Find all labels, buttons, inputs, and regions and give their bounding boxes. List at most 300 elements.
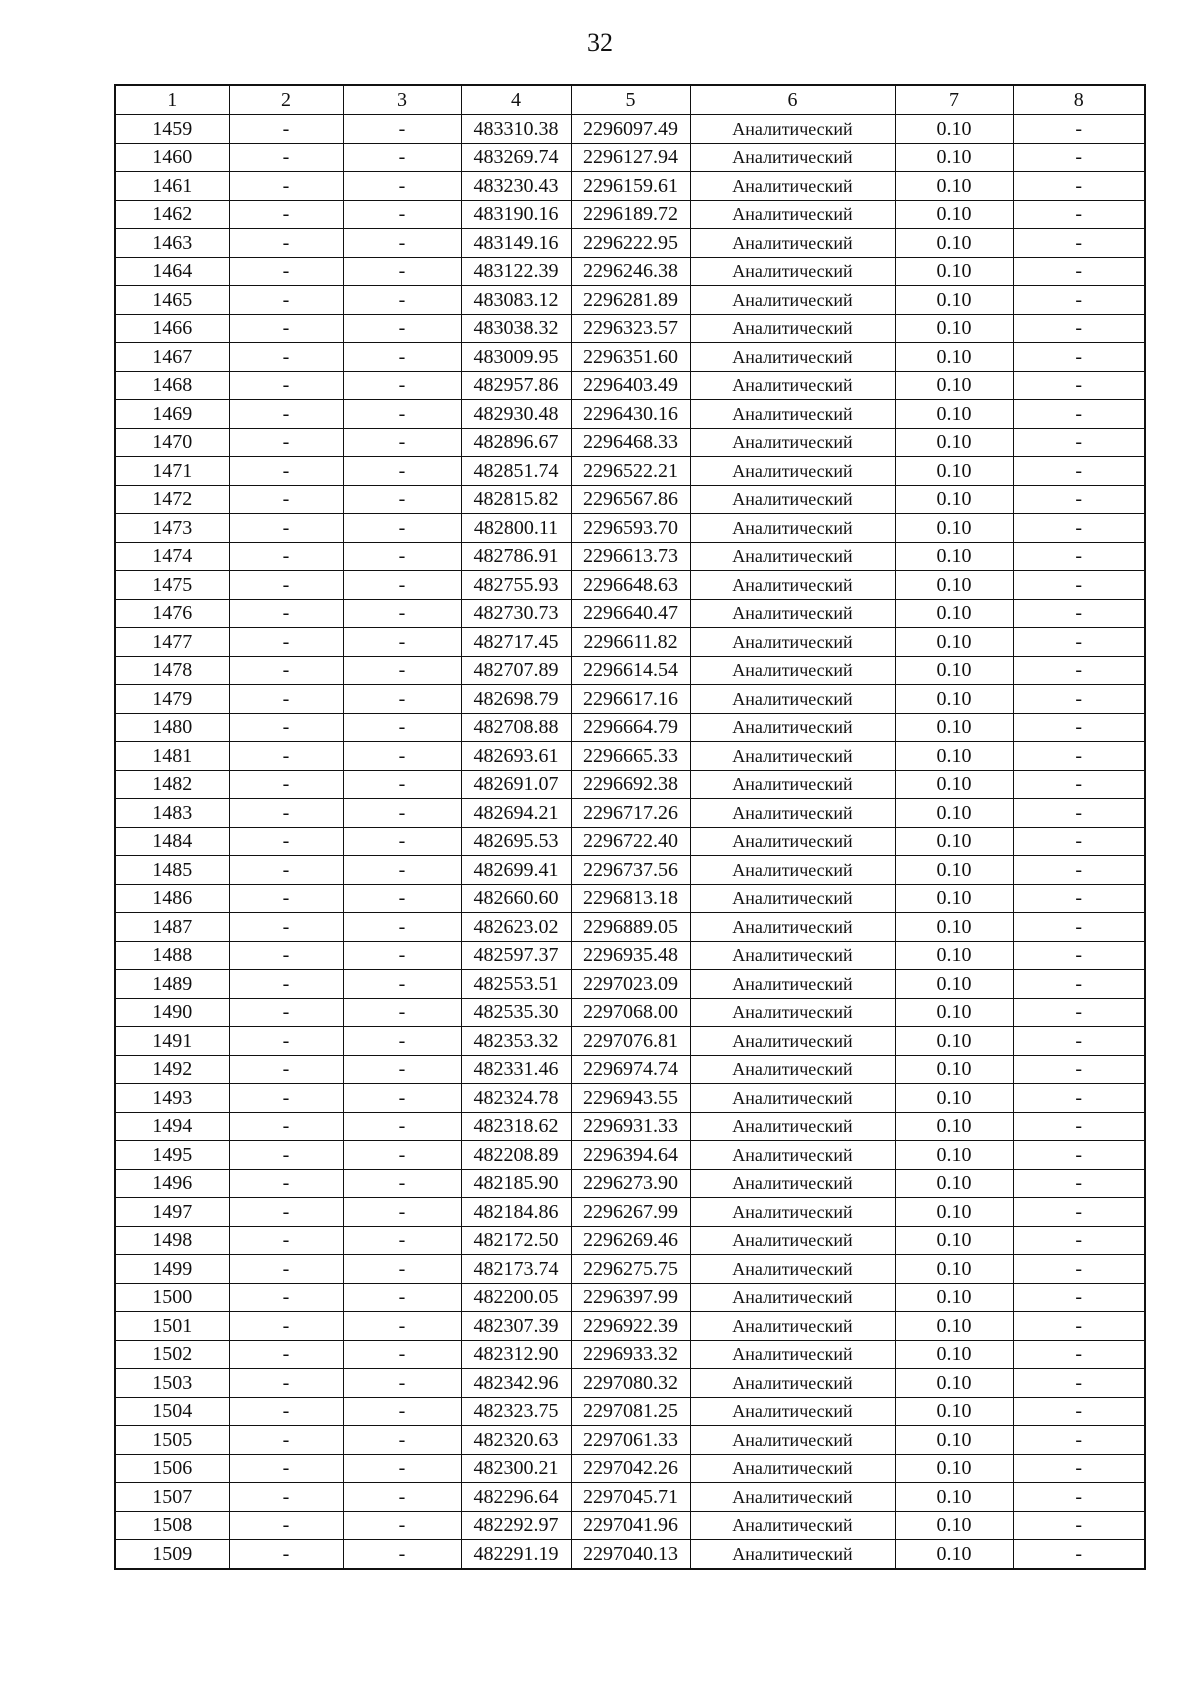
cell-col-2: - xyxy=(229,970,343,999)
coord-y-cell: 2296664.79 xyxy=(571,713,690,742)
cell-col-2: - xyxy=(229,514,343,543)
cell-col-8: - xyxy=(1013,1112,1145,1141)
method-cell: Аналитический xyxy=(690,1283,895,1312)
cell-col-8: - xyxy=(1013,343,1145,372)
coord-y-cell: 2296889.05 xyxy=(571,913,690,942)
cell-col-8: - xyxy=(1013,856,1145,885)
cell-col-2: - xyxy=(229,1454,343,1483)
cell-col-2: - xyxy=(229,1540,343,1569)
point-number-cell: 1499 xyxy=(115,1255,229,1284)
cell-col-2: - xyxy=(229,599,343,628)
coord-x-cell: 483122.39 xyxy=(461,257,571,286)
coord-x-cell: 483190.16 xyxy=(461,200,571,229)
cell-col-8: - xyxy=(1013,400,1145,429)
coord-y-cell: 2296281.89 xyxy=(571,286,690,315)
accuracy-cell: 0.10 xyxy=(895,485,1013,514)
coord-x-cell: 482698.79 xyxy=(461,685,571,714)
accuracy-cell: 0.10 xyxy=(895,742,1013,771)
cell-col-8: - xyxy=(1013,713,1145,742)
accuracy-cell: 0.10 xyxy=(895,286,1013,315)
coord-y-cell: 2296267.99 xyxy=(571,1198,690,1227)
accuracy-cell: 0.10 xyxy=(895,1055,1013,1084)
accuracy-cell: 0.10 xyxy=(895,1027,1013,1056)
coord-x-cell: 483310.38 xyxy=(461,115,571,144)
coord-y-cell: 2296611.82 xyxy=(571,628,690,657)
coord-x-cell: 482957.86 xyxy=(461,371,571,400)
coord-y-cell: 2296617.16 xyxy=(571,685,690,714)
method-cell: Аналитический xyxy=(690,656,895,685)
cell-col-2: - xyxy=(229,400,343,429)
accuracy-cell: 0.10 xyxy=(895,200,1013,229)
cell-col-3: - xyxy=(343,428,461,457)
cell-col-3: - xyxy=(343,571,461,600)
method-cell: Аналитический xyxy=(690,371,895,400)
accuracy-cell: 0.10 xyxy=(895,542,1013,571)
cell-col-3: - xyxy=(343,457,461,486)
coord-y-cell: 2296323.57 xyxy=(571,314,690,343)
coord-x-cell: 482597.37 xyxy=(461,941,571,970)
point-number-cell: 1460 xyxy=(115,143,229,172)
method-cell: Аналитический xyxy=(690,1540,895,1569)
cell-col-3: - xyxy=(343,1283,461,1312)
method-cell: Аналитический xyxy=(690,400,895,429)
table-row xyxy=(115,314,1145,343)
accuracy-cell: 0.10 xyxy=(895,172,1013,201)
cell-col-2: - xyxy=(229,1511,343,1540)
method-cell: Аналитический xyxy=(690,1112,895,1141)
coord-x-cell: 482184.86 xyxy=(461,1198,571,1227)
point-number-cell: 1470 xyxy=(115,428,229,457)
cell-col-8: - xyxy=(1013,514,1145,543)
coord-y-cell: 2297080.32 xyxy=(571,1369,690,1398)
cell-col-3: - xyxy=(343,1511,461,1540)
coord-x-cell: 482300.21 xyxy=(461,1454,571,1483)
point-number-cell: 1506 xyxy=(115,1454,229,1483)
cell-col-8: - xyxy=(1013,941,1145,970)
cell-col-8: - xyxy=(1013,770,1145,799)
table-row xyxy=(115,257,1145,286)
coord-y-cell: 2296275.75 xyxy=(571,1255,690,1284)
cell-col-8: - xyxy=(1013,799,1145,828)
method-cell: Аналитический xyxy=(690,542,895,571)
cell-col-8: - xyxy=(1013,1255,1145,1284)
coord-x-cell: 482318.62 xyxy=(461,1112,571,1141)
coord-y-cell: 2297076.81 xyxy=(571,1027,690,1056)
coord-y-cell: 2296614.54 xyxy=(571,656,690,685)
method-cell: Аналитический xyxy=(690,457,895,486)
accuracy-cell: 0.10 xyxy=(895,884,1013,913)
cell-col-2: - xyxy=(229,913,343,942)
cell-col-3: - xyxy=(343,599,461,628)
accuracy-cell: 0.10 xyxy=(895,628,1013,657)
cell-col-8: - xyxy=(1013,371,1145,400)
cell-col-2: - xyxy=(229,685,343,714)
cell-col-3: - xyxy=(343,1426,461,1455)
method-cell: Аналитический xyxy=(690,827,895,856)
coord-x-cell: 483038.32 xyxy=(461,314,571,343)
method-cell: Аналитический xyxy=(690,628,895,657)
table-row xyxy=(115,628,1145,657)
cell-col-2: - xyxy=(229,428,343,457)
cell-col-2: - xyxy=(229,628,343,657)
coord-x-cell: 482694.21 xyxy=(461,799,571,828)
cell-col-3: - xyxy=(343,172,461,201)
coord-x-cell: 482296.64 xyxy=(461,1483,571,1512)
point-number-cell: 1502 xyxy=(115,1340,229,1369)
coord-y-cell: 2296931.33 xyxy=(571,1112,690,1141)
accuracy-cell: 0.10 xyxy=(895,599,1013,628)
method-cell: Аналитический xyxy=(690,1312,895,1341)
cell-col-8: - xyxy=(1013,286,1145,315)
cell-col-2: - xyxy=(229,713,343,742)
coord-y-cell: 2296189.72 xyxy=(571,200,690,229)
accuracy-cell: 0.10 xyxy=(895,1511,1013,1540)
cell-col-2: - xyxy=(229,1226,343,1255)
accuracy-cell: 0.10 xyxy=(895,457,1013,486)
table-row xyxy=(115,713,1145,742)
table-row xyxy=(115,1312,1145,1341)
point-number-cell: 1487 xyxy=(115,913,229,942)
cell-col-3: - xyxy=(343,514,461,543)
cell-col-3: - xyxy=(343,913,461,942)
table-row xyxy=(115,1511,1145,1540)
cell-col-2: - xyxy=(229,1084,343,1113)
cell-col-3: - xyxy=(343,115,461,144)
table-row xyxy=(115,172,1145,201)
coord-x-cell: 482693.61 xyxy=(461,742,571,771)
table-row xyxy=(115,1426,1145,1455)
point-number-cell: 1477 xyxy=(115,628,229,657)
accuracy-cell: 0.10 xyxy=(895,1112,1013,1141)
coord-y-cell: 2297045.71 xyxy=(571,1483,690,1512)
accuracy-cell: 0.10 xyxy=(895,1369,1013,1398)
accuracy-cell: 0.10 xyxy=(895,799,1013,828)
coord-x-cell: 483149.16 xyxy=(461,229,571,258)
accuracy-cell: 0.10 xyxy=(895,115,1013,144)
cell-col-8: - xyxy=(1013,1169,1145,1198)
accuracy-cell: 0.10 xyxy=(895,1226,1013,1255)
table-row xyxy=(115,941,1145,970)
cell-col-3: - xyxy=(343,343,461,372)
table-row xyxy=(115,827,1145,856)
cell-col-8: - xyxy=(1013,1483,1145,1512)
method-cell: Аналитический xyxy=(690,1027,895,1056)
cell-col-8: - xyxy=(1013,1226,1145,1255)
column-header: 4 xyxy=(461,85,571,115)
cell-col-8: - xyxy=(1013,143,1145,172)
coord-x-cell: 482535.30 xyxy=(461,998,571,1027)
cell-col-3: - xyxy=(343,656,461,685)
table-row xyxy=(115,1141,1145,1170)
method-cell: Аналитический xyxy=(690,1397,895,1426)
column-header: 5 xyxy=(571,85,690,115)
method-cell: Аналитический xyxy=(690,428,895,457)
coord-y-cell: 2297040.13 xyxy=(571,1540,690,1569)
column-header: 3 xyxy=(343,85,461,115)
cell-col-8: - xyxy=(1013,428,1145,457)
table-row xyxy=(115,742,1145,771)
coord-y-cell: 2296737.56 xyxy=(571,856,690,885)
method-cell: Аналитический xyxy=(690,941,895,970)
cell-col-2: - xyxy=(229,884,343,913)
cell-col-8: - xyxy=(1013,229,1145,258)
coord-y-cell: 2296351.60 xyxy=(571,343,690,372)
cell-col-8: - xyxy=(1013,1084,1145,1113)
cell-col-3: - xyxy=(343,941,461,970)
table-row xyxy=(115,1283,1145,1312)
coord-x-cell: 482553.51 xyxy=(461,970,571,999)
cell-col-8: - xyxy=(1013,1055,1145,1084)
method-cell: Аналитический xyxy=(690,1369,895,1398)
cell-col-2: - xyxy=(229,115,343,144)
accuracy-cell: 0.10 xyxy=(895,998,1013,1027)
cell-col-3: - xyxy=(343,1055,461,1084)
point-number-cell: 1463 xyxy=(115,229,229,258)
cell-col-2: - xyxy=(229,799,343,828)
coord-y-cell: 2296273.90 xyxy=(571,1169,690,1198)
method-cell: Аналитический xyxy=(690,286,895,315)
cell-col-3: - xyxy=(343,229,461,258)
cell-col-8: - xyxy=(1013,685,1145,714)
point-number-cell: 1461 xyxy=(115,172,229,201)
method-cell: Аналитический xyxy=(690,599,895,628)
cell-col-8: - xyxy=(1013,1397,1145,1426)
point-number-cell: 1475 xyxy=(115,571,229,600)
method-cell: Аналитический xyxy=(690,143,895,172)
method-cell: Аналитический xyxy=(690,1255,895,1284)
cell-col-2: - xyxy=(229,485,343,514)
point-number-cell: 1489 xyxy=(115,970,229,999)
point-number-cell: 1484 xyxy=(115,827,229,856)
coord-y-cell: 2296394.64 xyxy=(571,1141,690,1170)
cell-col-2: - xyxy=(229,571,343,600)
cell-col-2: - xyxy=(229,742,343,771)
cell-col-2: - xyxy=(229,257,343,286)
table-row xyxy=(115,371,1145,400)
point-number-cell: 1462 xyxy=(115,200,229,229)
accuracy-cell: 0.10 xyxy=(895,314,1013,343)
cell-col-2: - xyxy=(229,371,343,400)
point-number-cell: 1496 xyxy=(115,1169,229,1198)
cell-col-2: - xyxy=(229,172,343,201)
coord-y-cell: 2296922.39 xyxy=(571,1312,690,1341)
cell-col-3: - xyxy=(343,371,461,400)
coord-y-cell: 2297061.33 xyxy=(571,1426,690,1455)
method-cell: Аналитический xyxy=(690,742,895,771)
accuracy-cell: 0.10 xyxy=(895,1312,1013,1341)
accuracy-cell: 0.10 xyxy=(895,1169,1013,1198)
table-row xyxy=(115,685,1145,714)
cell-col-2: - xyxy=(229,457,343,486)
cell-col-2: - xyxy=(229,1141,343,1170)
point-number-cell: 1473 xyxy=(115,514,229,543)
cell-col-8: - xyxy=(1013,998,1145,1027)
cell-col-3: - xyxy=(343,856,461,885)
point-number-cell: 1474 xyxy=(115,542,229,571)
method-cell: Аналитический xyxy=(690,314,895,343)
point-number-cell: 1504 xyxy=(115,1397,229,1426)
point-number-cell: 1497 xyxy=(115,1198,229,1227)
point-number-cell: 1500 xyxy=(115,1283,229,1312)
accuracy-cell: 0.10 xyxy=(895,1084,1013,1113)
coord-y-cell: 2296935.48 xyxy=(571,941,690,970)
cell-col-2: - xyxy=(229,1027,343,1056)
accuracy-cell: 0.10 xyxy=(895,371,1013,400)
cell-col-8: - xyxy=(1013,172,1145,201)
cell-col-3: - xyxy=(343,485,461,514)
cell-col-2: - xyxy=(229,343,343,372)
point-number-cell: 1492 xyxy=(115,1055,229,1084)
method-cell: Аналитический xyxy=(690,1454,895,1483)
point-number-cell: 1472 xyxy=(115,485,229,514)
coord-x-cell: 483083.12 xyxy=(461,286,571,315)
accuracy-cell: 0.10 xyxy=(895,941,1013,970)
point-number-cell: 1465 xyxy=(115,286,229,315)
coord-y-cell: 2296397.99 xyxy=(571,1283,690,1312)
point-number-cell: 1491 xyxy=(115,1027,229,1056)
table-row xyxy=(115,799,1145,828)
cell-col-2: - xyxy=(229,827,343,856)
cell-col-2: - xyxy=(229,998,343,1027)
method-cell: Аналитический xyxy=(690,1511,895,1540)
point-number-cell: 1471 xyxy=(115,457,229,486)
coord-x-cell: 482815.82 xyxy=(461,485,571,514)
accuracy-cell: 0.10 xyxy=(895,713,1013,742)
cell-col-2: - xyxy=(229,1312,343,1341)
point-number-cell: 1509 xyxy=(115,1540,229,1569)
coord-y-cell: 2296640.47 xyxy=(571,599,690,628)
table-row xyxy=(115,884,1145,913)
table-row xyxy=(115,599,1145,628)
coord-y-cell: 2296717.26 xyxy=(571,799,690,828)
accuracy-cell: 0.10 xyxy=(895,514,1013,543)
coord-y-cell: 2296933.32 xyxy=(571,1340,690,1369)
coord-y-cell: 2296468.33 xyxy=(571,428,690,457)
table-row xyxy=(115,1198,1145,1227)
cell-col-3: - xyxy=(343,1340,461,1369)
coord-x-cell: 482896.67 xyxy=(461,428,571,457)
method-cell: Аналитический xyxy=(690,1141,895,1170)
coord-x-cell: 482312.90 xyxy=(461,1340,571,1369)
method-cell: Аналитический xyxy=(690,343,895,372)
table-row xyxy=(115,1454,1145,1483)
coord-y-cell: 2297041.96 xyxy=(571,1511,690,1540)
table-header-row xyxy=(115,85,1145,115)
table-row xyxy=(115,229,1145,258)
cell-col-2: - xyxy=(229,856,343,885)
cell-col-2: - xyxy=(229,656,343,685)
accuracy-cell: 0.10 xyxy=(895,856,1013,885)
cell-col-3: - xyxy=(343,1454,461,1483)
cell-col-2: - xyxy=(229,1055,343,1084)
coord-y-cell: 2296403.49 xyxy=(571,371,690,400)
coord-x-cell: 482786.91 xyxy=(461,542,571,571)
method-cell: Аналитический xyxy=(690,799,895,828)
cell-col-2: - xyxy=(229,1397,343,1426)
cell-col-3: - xyxy=(343,1226,461,1255)
accuracy-cell: 0.10 xyxy=(895,343,1013,372)
coord-y-cell: 2297042.26 xyxy=(571,1454,690,1483)
table-row xyxy=(115,115,1145,144)
column-header: 8 xyxy=(1013,85,1145,115)
accuracy-cell: 0.10 xyxy=(895,571,1013,600)
coord-x-cell: 482323.75 xyxy=(461,1397,571,1426)
coord-y-cell: 2296522.21 xyxy=(571,457,690,486)
method-cell: Аналитический xyxy=(690,1483,895,1512)
table-row xyxy=(115,400,1145,429)
method-cell: Аналитический xyxy=(690,1198,895,1227)
table-row xyxy=(115,1084,1145,1113)
point-number-cell: 1507 xyxy=(115,1483,229,1512)
cell-col-8: - xyxy=(1013,1540,1145,1569)
coord-x-cell: 482320.63 xyxy=(461,1426,571,1455)
cell-col-8: - xyxy=(1013,457,1145,486)
cell-col-8: - xyxy=(1013,827,1145,856)
point-number-cell: 1481 xyxy=(115,742,229,771)
table-row xyxy=(115,856,1145,885)
table-row xyxy=(115,514,1145,543)
method-cell: Аналитический xyxy=(690,1084,895,1113)
accuracy-cell: 0.10 xyxy=(895,770,1013,799)
coord-x-cell: 482730.73 xyxy=(461,599,571,628)
cell-col-3: - xyxy=(343,1255,461,1284)
cell-col-3: - xyxy=(343,799,461,828)
table-row xyxy=(115,656,1145,685)
table-row xyxy=(115,485,1145,514)
cell-col-2: - xyxy=(229,770,343,799)
cell-col-8: - xyxy=(1013,1141,1145,1170)
table-row xyxy=(115,1369,1145,1398)
cell-col-3: - xyxy=(343,742,461,771)
cell-col-2: - xyxy=(229,143,343,172)
coord-y-cell: 2296692.38 xyxy=(571,770,690,799)
point-number-cell: 1493 xyxy=(115,1084,229,1113)
method-cell: Аналитический xyxy=(690,1055,895,1084)
coord-x-cell: 483009.95 xyxy=(461,343,571,372)
method-cell: Аналитический xyxy=(690,115,895,144)
table-row xyxy=(115,1397,1145,1426)
table-row xyxy=(115,1255,1145,1284)
column-header: 7 xyxy=(895,85,1013,115)
method-cell: Аналитический xyxy=(690,685,895,714)
method-cell: Аналитический xyxy=(690,1226,895,1255)
cell-col-3: - xyxy=(343,1483,461,1512)
point-number-cell: 1501 xyxy=(115,1312,229,1341)
table-row xyxy=(115,542,1145,571)
point-number-cell: 1478 xyxy=(115,656,229,685)
coord-x-cell: 482717.45 xyxy=(461,628,571,657)
cell-col-2: - xyxy=(229,1369,343,1398)
table-row xyxy=(115,571,1145,600)
point-number-cell: 1508 xyxy=(115,1511,229,1540)
coord-y-cell: 2296269.46 xyxy=(571,1226,690,1255)
point-number-cell: 1483 xyxy=(115,799,229,828)
cell-col-8: - xyxy=(1013,656,1145,685)
coord-y-cell: 2296943.55 xyxy=(571,1084,690,1113)
cell-col-2: - xyxy=(229,542,343,571)
accuracy-cell: 0.10 xyxy=(895,1483,1013,1512)
accuracy-cell: 0.10 xyxy=(895,1283,1013,1312)
accuracy-cell: 0.10 xyxy=(895,229,1013,258)
cell-col-2: - xyxy=(229,200,343,229)
table-row xyxy=(115,1340,1145,1369)
cell-col-2: - xyxy=(229,286,343,315)
coord-x-cell: 482185.90 xyxy=(461,1169,571,1198)
point-number-cell: 1503 xyxy=(115,1369,229,1398)
method-cell: Аналитический xyxy=(690,200,895,229)
cell-col-2: - xyxy=(229,1198,343,1227)
cell-col-3: - xyxy=(343,1198,461,1227)
